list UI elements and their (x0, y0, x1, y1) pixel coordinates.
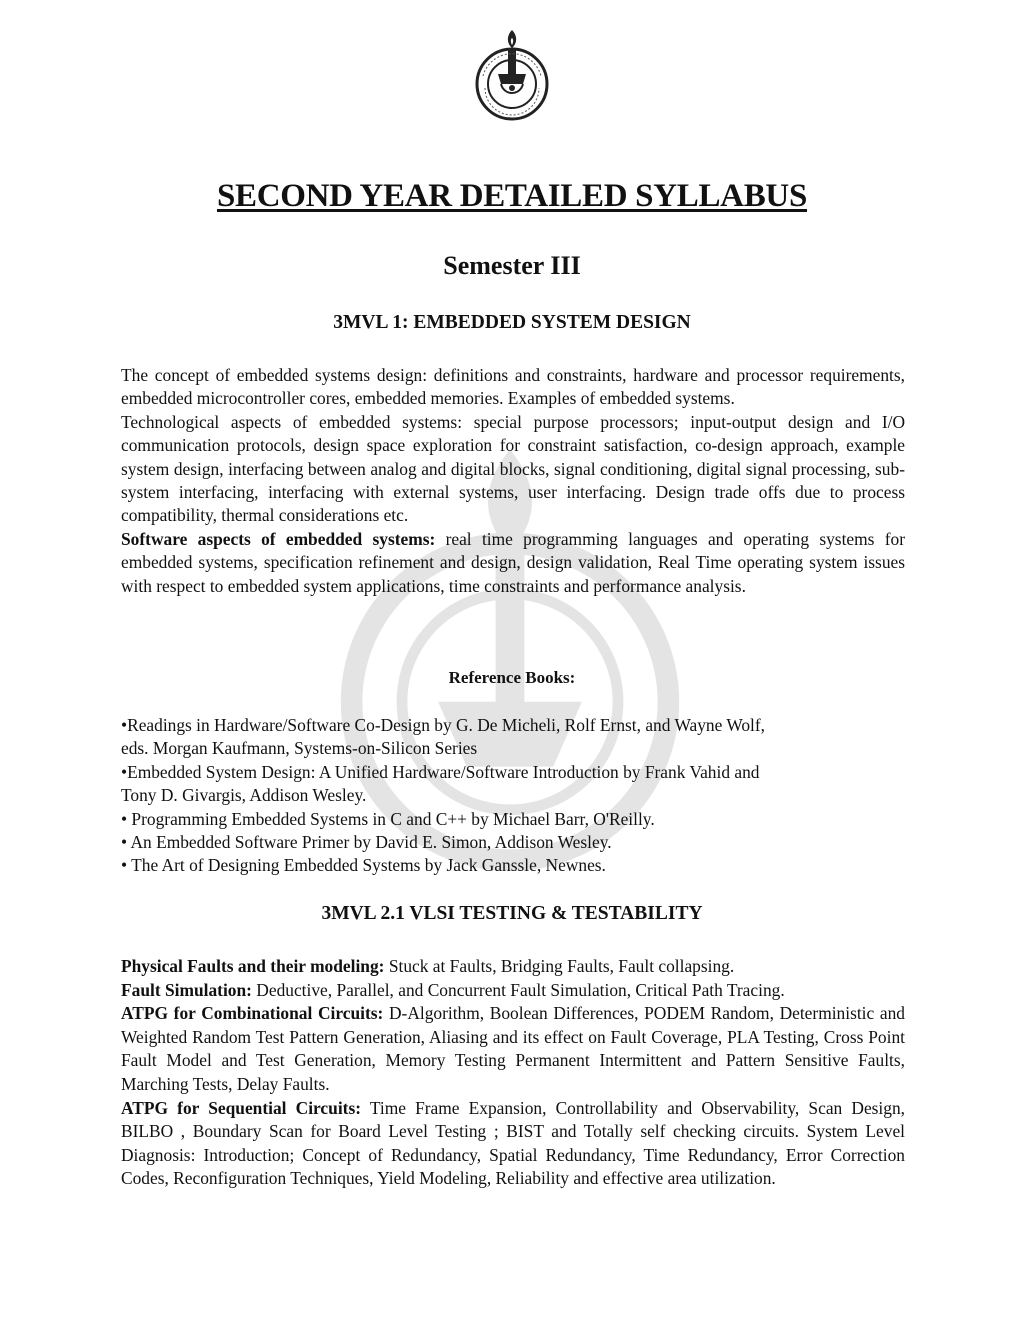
body-paragraph (121, 955, 905, 979)
reference-list (121, 714, 905, 878)
paragraph-lead: Physical Faults and their modeling: (121, 956, 385, 976)
body-paragraph (121, 364, 905, 411)
paragraph-text: Time Frame Expansion, Controllability and Observability, Scan Design, BILBO , Boundary Scan for Board Level Testing ; BIST and Totally self checking circuits. System Level Diagnosis: Introduction; Concept of Redundancy, Spatial Redundancy, Time Redundancy, Error Correction Codes, Reconfiguration Techniques, Yield Modeling, Reliability and effective area utilization. (121, 1097, 906, 1189)
section-title-embedded-system-design: 3MVL 1: EMBEDDED SYSTEM DESIGN (333, 312, 691, 333)
body-paragraph (121, 528, 905, 598)
reference-item: • Programming Embedded Systems in C and C++ by Michael Barr, O'Reilly. (121, 808, 655, 829)
reference-item: • The Art of Designing Embedded Systems by Jack Ganssle, Newnes. (121, 855, 606, 876)
paragraph-text: Technological aspects of embedded systems: special purpose processors; input-output design and I/O communication protocols, design space exploration for constraint satisfaction, co-design approach, example system design, interfacing between analog and digital blocks, signal conditioning, digital signal processing, sub-system interfacing, interfacing with external systems, user interfacing. Design trade offs due to process compatibility, thermal considerations etc. (121, 411, 905, 526)
reference-item: •Embedded System Design: A Unified Hardware/Software Introduction by Frank Vahid and Tony D. Givargis, Addison Wesley. (121, 761, 760, 806)
document-title: SECOND YEAR DETAILED SYLLABUS (216, 178, 808, 214)
paragraph-lead: Fault Simulation: (121, 979, 252, 1000)
paragraph-lead: ATPG for Combinational Circuits: (121, 1003, 384, 1024)
body-paragraph (121, 979, 905, 1003)
paragraph-lead: ATPG for Sequential Circuits: (121, 1097, 362, 1118)
body-paragraph (121, 1002, 905, 1096)
reference-item: • An Embedded Software Primer by David E. Simon, Addison Wesley. (121, 832, 612, 853)
university-seal-icon (471, 26, 553, 122)
section-body-embedded-system-design (121, 364, 905, 598)
reference-item: •Readings in Hardware/Software Co-Design by G. De Micheli, Rolf Ernst, and Wayne Wolf, eds. Morgan Kaufmann, Systems-on-Silicon Series (121, 715, 766, 759)
section-body-vlsi-testing (121, 955, 905, 1191)
paragraph-text: Stuck at Faults, Bridging Faults, Fault collapsing. (384, 956, 735, 976)
body-paragraph (121, 411, 905, 528)
paragraph-text: real time programming languages and operating systems for embedded systems, specification refinement and design, design validation, Real Time operating system issues with respect to embedded system applications, time constraints and performance analysis. (121, 528, 906, 596)
reference-books-heading: Reference Books: (448, 668, 576, 687)
semester-heading: Semester III (443, 251, 581, 280)
section-title-vlsi-testing: 3MVL 2.1 VLSI TESTING & TESTABILITY (321, 903, 703, 924)
paragraph-text: D-Algorithm, Boolean Differences, PODEM Random, Deterministic and Weighted Random Test Pattern Generation, Aliasing and its effect on Fault Coverage, PLA Testing, Cross Point Fault Model and Test Generation, Memory Testing Permanent Intermittent and Pattern Sensitive Faults, Marching Tests, Delay Faults. (121, 1003, 905, 1094)
paragraph-text: The concept of embedded systems design: definitions and constraints, hardware and processor requirements, embedded microcontroller cores, embedded memories. Examples of embedded systems. (121, 365, 905, 409)
body-paragraph (121, 1097, 905, 1191)
paragraph-text: Deductive, Parallel, and Concurrent Fault Simulation, Critical Path Tracing. (251, 979, 785, 1000)
paragraph-lead: Software aspects of embedded systems: (121, 528, 436, 549)
